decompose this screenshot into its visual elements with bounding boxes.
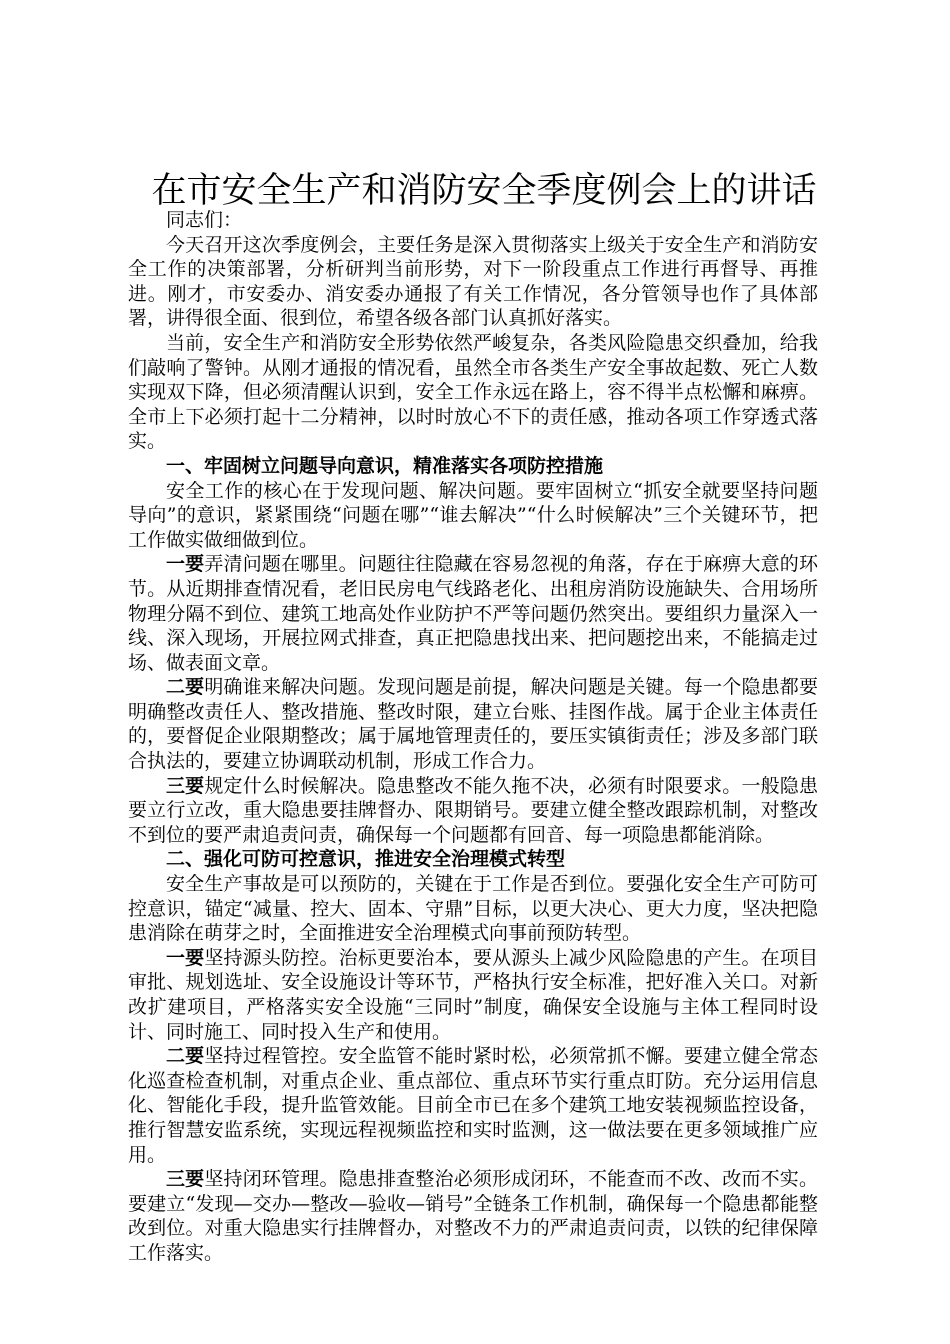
point-lead: 二要 <box>166 676 205 699</box>
point-text: 弄清问题在哪里。问题往往隐藏在容易忽视的角落，存在于麻痹大意的环节。从近期排查情况看，老旧民房电气线路老化、出租房消防设施缺失、合用场所物理分隔不到位、建筑工地高处作业防护不严等问题仍然突出。要组织力量深入一线、深入现场，开展拉网式排查，真正把隐患找出来、把问题挖出来，不能搞走过场、做表面文章。 <box>128 553 818 674</box>
paragraph-section1-intro: 安全工作的核心在于发现问题、解决问题。要牢固树立“抓安全就要坚持问题导向”的意识，紧紧围绕“问题在哪”“谁去解决”“什么时候解决”三个关键环节，把工作做实做细做到位。 <box>128 479 818 551</box>
paragraph-section2-intro: 安全生产事故是可以预防的，关键在于工作是否到位。要强化安全生产可防可控意识，锚定“减量、控大、固本、守鼎”目标，以更大决心、更大力度，坚决把隐患消除在萌芽之时，全面推进安全治理模式向事前预防转型。 <box>128 873 818 945</box>
paragraph-section2-point3 <box>128 1167 818 1265</box>
point-lead: 二要 <box>166 1045 205 1068</box>
point-text: 坚持过程管控。安全监管不能时紧时松，必须常抓不懈。要建立健全常态化巡查检查机制，对重点企业、重点部位、重点环节实行重点盯防。充分运用信息化、智能化手段，提升监管效能。目前全市已在多个建筑工地安装视频监控设备，推行智慧安监系统，实现远程视频监控和实时监测，这一做法要在更多领域推广应用。 <box>128 1045 818 1166</box>
paragraph-section1-point2 <box>128 675 818 773</box>
document-page <box>128 170 818 1266</box>
point-text: 明确谁来解决问题。发现问题是前提，解决问题是关键。每一个隐患都要明确整改责任人、整改措施、整改时限，建立台账、挂图作战。属于企业主体责任的，要督促企业限期整改；属于属地管理责任的，要压实镇街责任；涉及多部门联合执法的，要建立协调联动机制，形成工作合力。 <box>128 676 818 773</box>
salutation: 同志们： <box>166 209 243 231</box>
document-title: 在市安全生产和消防安全季度例会上的讲话 <box>151 171 817 211</box>
point-lead: 三要 <box>166 1168 205 1191</box>
paragraph-intro: 今天召开这次季度例会，主要任务是深入贯彻落实上级关于安全生产和消防安全工作的决策部署，分析研判当前形势，对下一阶段重点工作进行再督导、再推进。刚才，市安委办、消安委办通报了有关工作情况，各分管领导也作了具体部署，讲得很全面、很到位，希望各级各部门认真抓好落实。 <box>128 233 818 330</box>
paragraph-section1-point1 <box>128 552 818 675</box>
paragraph-section2-point2 <box>128 1044 818 1167</box>
point-lead: 三要 <box>166 774 205 797</box>
section-heading-2: 二、强化可防可控意识，推进安全治理模式转型 <box>166 848 566 871</box>
point-lead: 一要 <box>166 553 205 576</box>
paragraph-situation: 当前，安全生产和消防安全形势依然严峻复杂，各类风险隐患交织叠加，给我们敲响了警钟。从刚才通报的情况看，虽然全市各类生产安全事故起数、死亡人数实现双下降，但必须清醒认识到，安全工作永远在路上，容不得半点松懈和麻痹。全市上下必须打起十二分精神，以时时放心不下的责任感，推动各项工作穿透式落实。 <box>128 331 818 453</box>
point-text: 坚持闭环管理。隐患排查整治必须形成闭环，不能查而不改、改而不实。要建立“发现—交办—整改—验收—销号”全链条工作机制，确保每一个隐患都能整改到位。对重大隐患实行挂牌督办，对整改不力的严肃追责问责，以铁的纪律保障工作落实。 <box>128 1168 818 1264</box>
point-text: 坚持源头防控。治标更要治本，要从源头上减少风险隐患的产生。在项目审批、规划选址、安全设施设计等环节，严格执行安全标准，把好准入关口。对新改扩建项目，严格落实安全设施“三同时”制度，确保安全设施与主体工程同时设计、同时施工、同时投入生产和使用。 <box>128 946 818 1043</box>
section-heading-1: 一、牢固树立问题导向意识，精准落实各项防控措施 <box>166 454 604 477</box>
paragraph-section2-point1 <box>128 946 818 1044</box>
point-lead: 一要 <box>166 946 205 969</box>
point-text: 规定什么时候解决。隐患整改不能久拖不决，必须有时限要求。一般隐患要立行立改，重大隐患要挂牌督办、限期销号。要建立健全整改跟踪机制，对整改不到位的要严肃追责问责，确保每一个问题都有回音、每一项隐患都能消除。 <box>128 774 818 846</box>
paragraph-section1-point3 <box>128 774 818 848</box>
